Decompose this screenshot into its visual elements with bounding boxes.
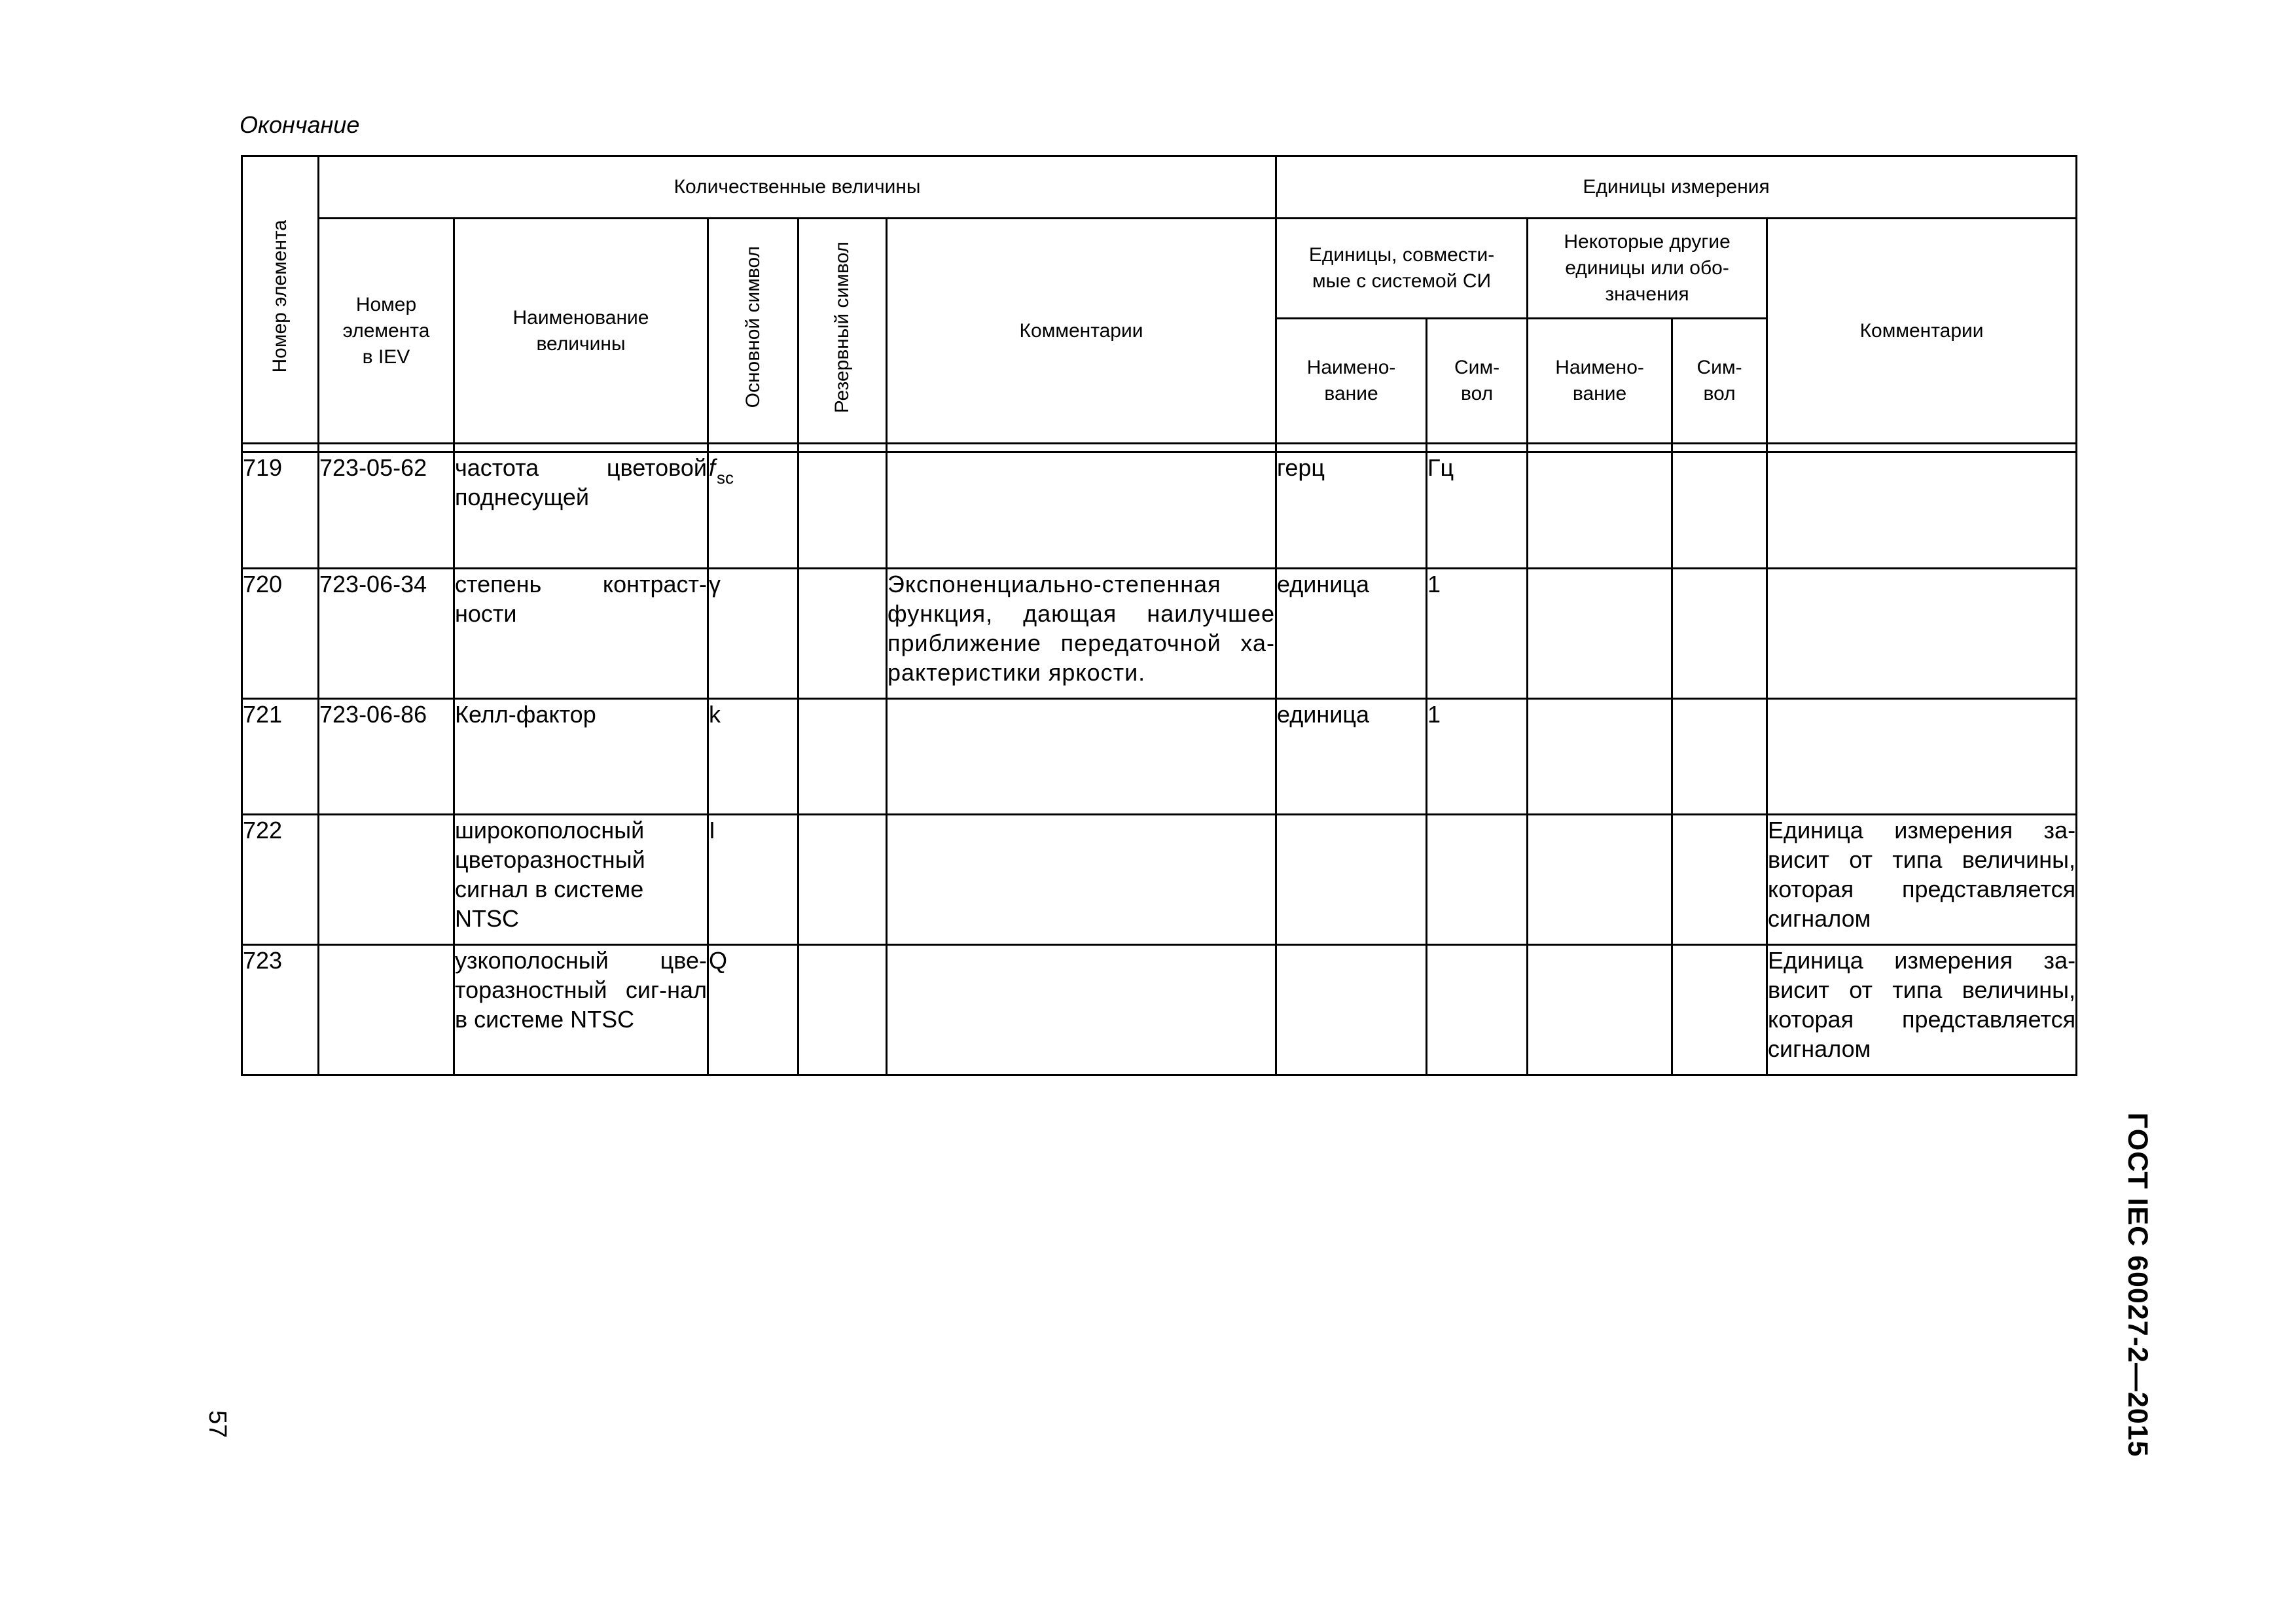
row-unit-comment [1767,569,2077,699]
header-quantities-group: Количественные величины [319,156,1276,219]
row-other-name [1528,699,1672,815]
header-iev-number [319,219,454,444]
row-other-name [1528,452,1672,569]
header-other-units-text: Некоторые другие единицы или обо-значения [1564,231,1731,305]
row-other-symbol [1672,815,1767,945]
row-number: 722 [242,815,319,945]
header-element-number [242,156,319,444]
header-reserve-symbol-text: Резервный символ [831,241,853,414]
page-number: 57 [204,1410,231,1438]
row-comment: Экспоненциально-степенная функция, дающая наилучшее приближение передаточной ха-рактеристики яркости. [887,569,1276,699]
row-symbol-subscript: sc [717,468,734,488]
quantities-table [241,155,2077,1076]
table-row [242,569,2077,699]
table-caption: Окончание [240,111,360,138]
row-unit-comment: Единица измерения за-висит от типа величины, которая представляется сигналом [1767,815,2077,945]
row-symbol: k [708,699,798,815]
row-reserve [798,815,887,945]
table-row [242,945,2077,1075]
header-element-number-text: Номер элемента [269,219,291,373]
row-unit-comment [1767,699,2077,815]
row-iev [319,815,454,945]
row-comment [887,815,1276,945]
standard-designation: ГОСТ IEC 60027-2—2015 [2122,1113,2153,1457]
row-si-symbol: 1 [1427,569,1528,699]
header-other-symbol-text: Сим-вол [1696,357,1742,404]
row-symbol-main: f [709,454,716,481]
row-other-name [1528,569,1672,699]
row-reserve [798,945,887,1075]
row-other-symbol [1672,945,1767,1075]
row-comment [887,945,1276,1075]
header-main-symbol-text: Основной символ [742,246,764,408]
table-row [242,815,2077,945]
row-si-symbol [1427,815,1528,945]
row-si-name: единица [1276,699,1427,815]
header-quantity-name [454,219,708,444]
row-reserve [798,452,887,569]
header-comments: Комментарии [887,219,1276,444]
header-si-symbol-text: Сим-вол [1454,357,1500,404]
row-reserve [798,569,887,699]
row-other-name [1528,945,1672,1075]
header-si-symbol [1427,319,1528,444]
row-number: 723 [242,945,319,1075]
row-si-symbol: Гц [1427,452,1528,569]
row-other-symbol [1672,569,1767,699]
table-row [242,452,2077,569]
row-other-name [1528,815,1672,945]
header-other-name [1528,319,1672,444]
header-units-group: Единицы измерения [1276,156,2077,219]
row-number: 721 [242,699,319,815]
row-name: широкополосный цветоразностный сигнал в системе NTSC [454,815,708,945]
header-si-name-text: Наимено-вание [1306,357,1396,404]
header-unit-comments: Комментарии [1767,219,2077,444]
row-comment [887,452,1276,569]
header-other-units [1528,219,1767,319]
header-si-units-text: Единицы, совмести-мые с системой СИ [1308,244,1495,292]
header-main-symbol [708,219,798,444]
row-name: частота цветовой поднесущей [454,452,708,569]
row-symbol: γ [708,569,798,699]
table-row [242,699,2077,815]
row-number: 720 [242,569,319,699]
row-symbol: I [708,815,798,945]
row-other-symbol [1672,452,1767,569]
row-iev [319,945,454,1075]
row-iev: 723-06-86 [319,699,454,815]
row-other-symbol [1672,699,1767,815]
row-symbol: Q [708,945,798,1075]
header-iev-number-text: Номер элемента в IEV [342,293,430,368]
row-si-name [1276,945,1427,1075]
row-si-symbol [1427,945,1528,1075]
row-iev: 723-06-34 [319,569,454,699]
row-iev: 723-05-62 [319,452,454,569]
row-name: степень контраст-ности [454,569,708,699]
row-reserve [798,699,887,815]
header-other-name-text: Наимено-вание [1555,357,1644,404]
header-si-units [1276,219,1528,319]
row-unit-comment: Единица измерения за-висит от типа величины, которая представляется сигналом [1767,945,2077,1075]
header-si-name [1276,319,1427,444]
row-si-name [1276,815,1427,945]
row-comment [887,699,1276,815]
row-si-symbol: 1 [1427,699,1528,815]
row-unit-comment [1767,452,2077,569]
header-separator [242,444,2077,452]
header-quantity-name-text: Наименование величины [512,306,649,355]
row-number: 719 [242,452,319,569]
header-reserve-symbol [798,219,887,444]
row-si-name: герц [1276,452,1427,569]
row-name: узкополосный цве-торазностный сиг-нал в системе NTSC [454,945,708,1075]
header-other-symbol [1672,319,1767,444]
row-symbol [708,452,798,569]
row-name: Келл-фактор [454,699,708,815]
row-si-name: единица [1276,569,1427,699]
